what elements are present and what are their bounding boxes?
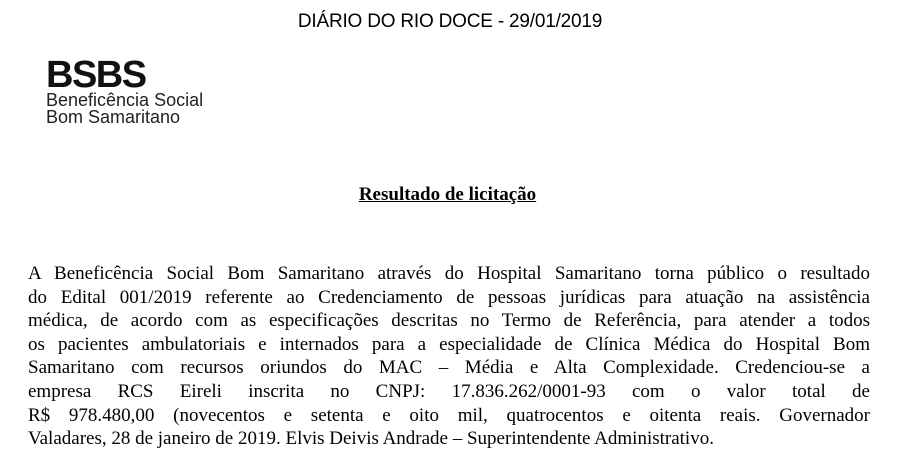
newspaper-header: DIÁRIO DO RIO DOCE - 29/01/2019: [297, 11, 603, 32]
body-line: Valadares, 28 de janeiro de 2019. Elvis Deivis Andrade – Superintendente Administrativo.: [28, 428, 714, 450]
body-line: Samaritano com recursos oriundos do MAC – Média e Alta Complexidade. Credenciou-se a: [28, 357, 870, 379]
logo-mark: BSBS: [46, 54, 146, 96]
body-line: os pacientes ambulatoriais e internados para a especialidade de Clínica Médica do Hospital Bom: [28, 333, 870, 355]
logo-line-1: Beneficência Social: [46, 90, 204, 110]
body-line: empresa RCS Eireli inscrita no CNPJ: 17.836.262/0001-93 com o valor total de: [28, 380, 870, 402]
body-line: R$ 978.480,00 (novecentos e setenta e oito mil, quatrocentos e oitenta reais. Governador: [28, 404, 870, 426]
body-line: do Edital 001/2019 referente ao Credenciamento de pessoas jurídicas para atuação na assistência: [28, 286, 870, 308]
document-title: Resultado de licitação: [358, 184, 537, 205]
logo-line-2: Bom Samaritano: [46, 107, 181, 127]
body-paragraph: [28, 262, 870, 451]
body-line: médica, de acordo com as especificações descritas no Termo de Referência, para atender a todos: [28, 310, 870, 332]
organization-logo: [46, 54, 204, 127]
body-line: A Beneficência Social Bom Samaritano através do Hospital Samaritano torna público o resultado: [28, 263, 870, 284]
